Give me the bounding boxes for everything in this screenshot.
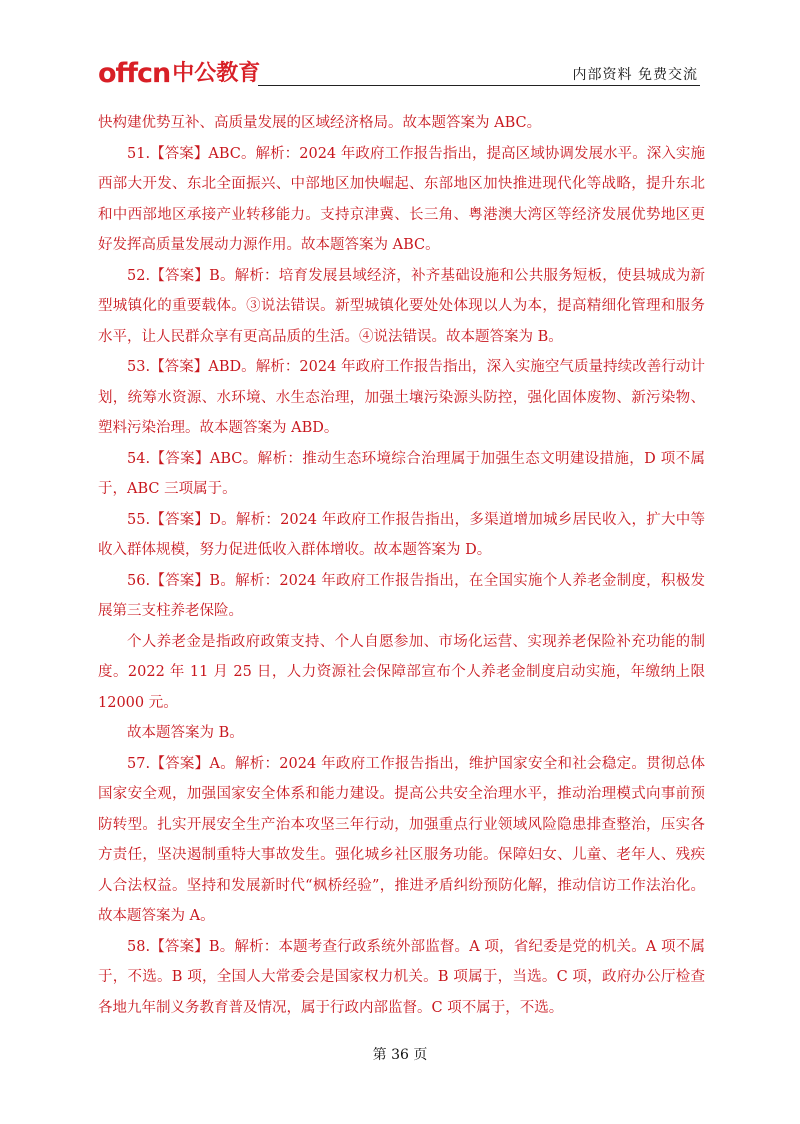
answer-56: 56.【答案】B。解析：2024 年政府工作报告指出，在全国实施个人养老金制度，积极发展第三支柱养老保险。 [98,572,705,619]
answer-58: 58.【答案】B。解析：本题考查行政系统外部监督。A 项，省纪委是党的机关。A 项不属于，不选。B 项，全国人大常委会是国家权力机关。B 项属于，当选。C 项，政府办公厅检查各地九年制义务教育普及情况，属于行政内部监督。C 项不属于，不选。 [98,938,705,1016]
answer-56-detail: 个人养老金是指政府政策支持、个人自愿参加、市场化运营、实现养老保险补充功能的制度。2022 年 11 月 25 日，人力资源社会保障部宣布个人养老金制度启动实施，年缴纳上限 12000 元。 [98,633,705,711]
answer-54: 54.【答案】ABC。解析：推动生态环境综合治理属于加强生态文明建设措施，D 项不属于，ABC 三项属于。 [98,450,705,497]
answer-53: 53.【答案】ABD。解析：2024 年政府工作报告指出，深入实施空气质量持续改善行动计划，统筹水资源、水环境、水生态治理，加强土壤污染源头防控，强化固体废物、新污染物、塑料污染治理。故本题答案为 ABD。 [98,359,705,436]
header-note: 内部资料 免费交流 [572,67,698,83]
answer-51: 51.【答案】ABC。解析：2024 年政府工作报告指出，提高区域协调发展水平。深入实施西部大开发、东北全面振兴、中部地区加快崛起、东部地区加快推进现代化等战略，提升东北和中西部地区承接产业转移能力。支持京津冀、长三角、粤港澳大湾区等经济发展优势地区更好发挥高质量发展动力源作用。故本题答案为 ABC。 [98,145,705,253]
answer-52: 52.【答案】B。解析：培育发展县域经济，补齐基础设施和公共服务短板，使县城成为新型城镇化的重要载体。③说法错误。新型城镇化要处处体现以人为本，提高精细化管理和服务水平，让人民群众享有更高品质的生活。④说法错误。故本题答案为 B。 [98,267,705,345]
page-number: 第 36 页 [372,1047,428,1063]
logo-wordmark-en: offcn [98,58,171,89]
offcn-logo [98,60,260,88]
logo-wordmark-cn: 中公教育 [172,61,261,86]
answer-57: 57.【答案】A。解析：2024 年政府工作报告指出，维护国家安全和社会稳定。贯彻总体国家安全观，加强国家安全体系和能力建设。提高公共安全治理水平，推动治理模式向事前预防转型。扎实开展安全生产治本攻坚三年行动，加强重点行业领域风险隐患排查整治，压实各方责任，坚决遏制重特大事故发生。强化城乡社区服务功能。保障妇女、儿童、老年人、残疾人合法权益。坚持和发展新时代“枫桥经验”，推进矛盾纠纷预防化解，推动信访工作法治化。故本题答案为 A。 [98,755,705,924]
page-header [98,58,700,92]
answer-56-conclusion: 故本题答案为 B。 [127,725,244,741]
answer-55: 55.【答案】D。解析：2024 年政府工作报告指出，多渠道增加城乡居民收入，扩大中等收入群体规模，努力促进低收入群体增收。故本题答案为 D。 [98,511,705,558]
paragraph-0: 快构建优势互补、高质量发展的区域经济格局。故本题答案为 ABC。 [98,115,542,131]
document-body [98,108,705,1023]
header-rule [258,85,700,86]
